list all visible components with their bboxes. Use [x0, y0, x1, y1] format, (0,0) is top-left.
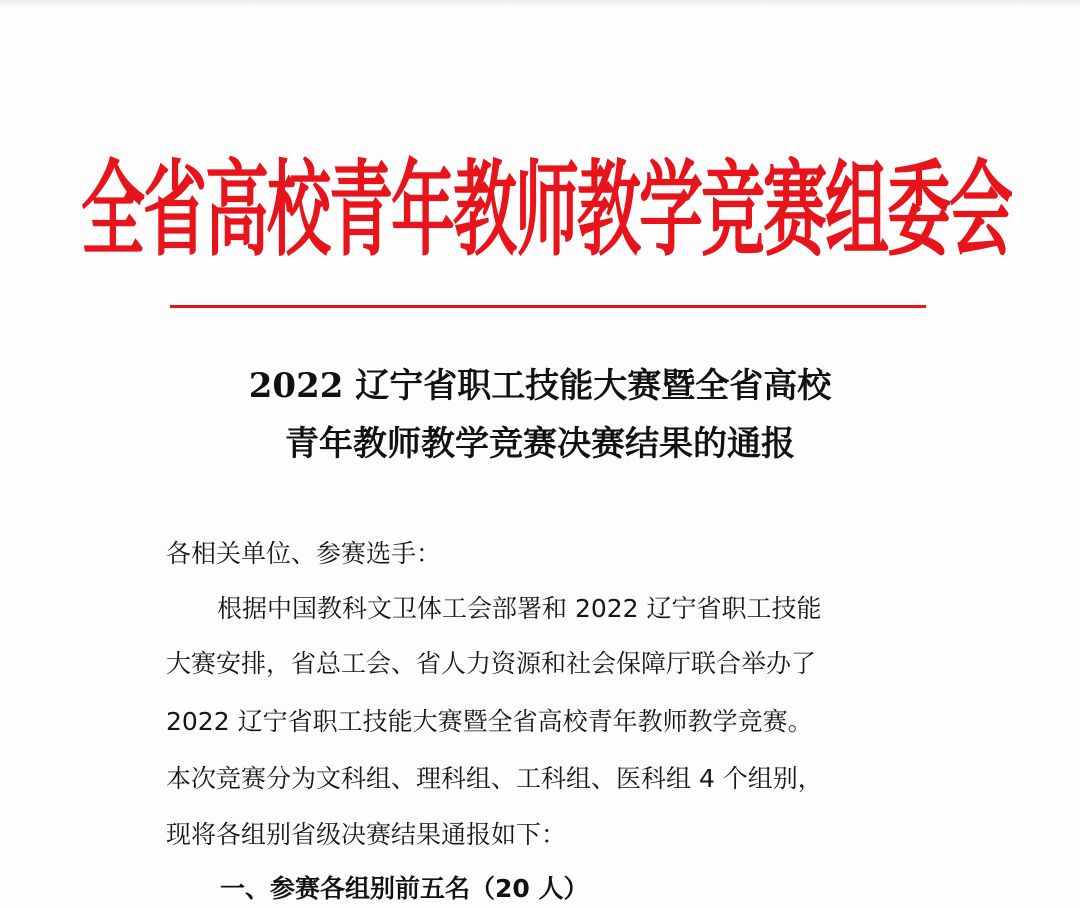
body-line-4: 本次竞赛分为文科组、理科组、工科组、医科组 4 个组别，: [166, 764, 823, 793]
salutation: 各相关单位、参赛选手：: [166, 539, 442, 568]
red-separator-line: [170, 305, 926, 308]
body-line-3: 2022 辽宁省职工技能大赛暨全省高校青年教师教学竞赛。: [166, 707, 813, 736]
page-top-edge: [0, 0, 1080, 6]
document-title-line-2: 青年教师教学竞赛决赛结果的通报: [285, 424, 795, 464]
document-title-line-1: 2022 辽宁省职工技能大赛暨全省高校: [248, 366, 832, 406]
body-line-5: 现将各组别省级决赛结果通报如下：: [166, 820, 567, 849]
section-heading: 一、参赛各组别前五名（20 人）: [220, 874, 589, 903]
body-line-2: 大赛安排，省总工会、省人力资源和社会保障厅联合举办了: [166, 649, 817, 678]
issuer-red-header: 全省高校青年教师教学竞赛组委会: [81, 150, 1011, 271]
body-line-1: 根据中国教科文卫体工会部署和 2022 辽宁省职工技能: [217, 594, 822, 623]
